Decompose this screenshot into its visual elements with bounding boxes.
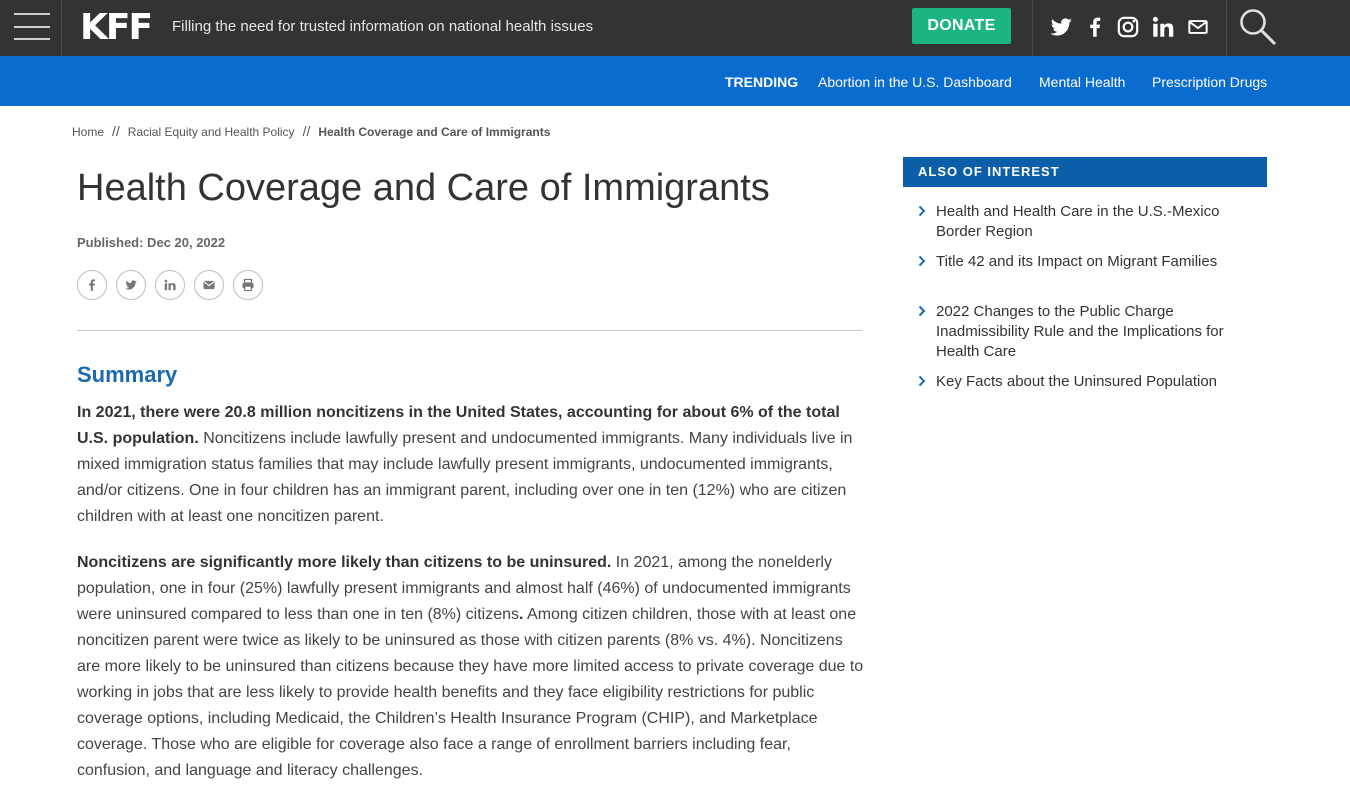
chevron-right-icon [918,305,926,317]
breadcrumb [72,123,550,140]
share-twitter-icon[interactable] [116,270,146,300]
breadcrumb-racial-equity[interactable]: Racial Equity and Health Policy [127,125,295,139]
share-linkedin-icon[interactable] [155,270,185,300]
search-icon[interactable] [1238,7,1278,47]
trending-label: TRENDING [725,74,799,90]
paragraph-2-period: . [519,606,524,623]
top-header [0,0,1350,56]
breadcrumb-current: Health Coverage and Care of Immigrants [318,125,551,139]
paragraph-2-lead: Noncitizens are significantly more likely than citizens to be uninsured. [77,554,612,571]
header-divider [1226,0,1227,56]
twitter-icon[interactable] [1048,14,1074,40]
chevron-right-icon [918,255,926,267]
paragraph-1-lead: In 2021, there were 20.8 million noncitizens in the United States, accounting for about 6% of the total U.S. population. [77,404,840,447]
related-link-label: Key Facts about the Uninsured Population [936,373,1218,390]
breadcrumb-separator: // [302,123,311,139]
donate-button[interactable]: DONATE [912,8,1011,44]
email-icon[interactable] [1185,14,1211,40]
also-of-interest-heading: ALSO OF INTEREST [903,157,1267,187]
trending-link-mental-health[interactable]: Mental Health [1039,74,1126,90]
trending-bar [0,56,1350,106]
paragraph-1-body: Noncitizens include lawfully present and undocumented immigrants. Many individuals live in mixed immigration status families that may include lawfully present immigrants, undocumented immigrants, and/or citizens. One in four children has an immigrant parent, including over one in ten (12%) who are citizen children with at least one noncitizen parent. [77,430,853,525]
breadcrumb-separator: // [112,123,120,139]
site-tagline: Filling the need for trusted information on national health issues [172,18,594,35]
print-icon[interactable] [233,270,263,300]
facebook-icon[interactable] [1082,14,1108,40]
related-link-public-charge[interactable] [918,302,1248,362]
instagram-icon[interactable] [1115,14,1141,40]
related-link-label: 2022 Changes to the Public Charge Inadmissibility Rule and the Implications for Health Care [936,303,1224,360]
summary-paragraph-2 [77,550,867,784]
paragraph-2-body-b: Among citizen children, those with at least one noncitizen parent were twice as likely to be uninsured as those with citizen parents (8% vs. 4%). Noncitizens are more likely to be uninsured than citizens because they have more limited access to private coverage due to working in jobs that are less likely to provide health benefits and they face eligibility restrictions for public coverage options, including Medicaid, the Children’s Health Insurance Program (CHIP), and Marketplace coverage. Those who are eligible for coverage also face a range of enrollment barriers including fear, confusion, and language and literacy challenges. [77,606,864,779]
article-divider [77,330,862,331]
related-link-title-42[interactable] [918,252,1248,272]
page-title: Health Coverage and Care of Immigrants [77,167,770,209]
summary-paragraph-1 [77,400,867,530]
published-date: Published: Dec 20, 2022 [77,235,226,250]
related-link-label: Title 42 and its Impact on Migrant Families [936,253,1218,270]
trending-link-prescription-drugs[interactable]: Prescription Drugs [1152,74,1268,90]
trending-link-abortion[interactable]: Abortion in the U.S. Dashboard [818,74,1012,90]
share-email-icon[interactable] [194,270,224,300]
kff-logo[interactable]: KFF [80,7,152,48]
linkedin-icon[interactable] [1150,14,1176,40]
menu-icon[interactable] [0,0,62,56]
related-link-uninsured[interactable] [918,372,1248,392]
related-link-border-region[interactable] [918,202,1248,242]
chevron-right-icon [918,375,926,387]
chevron-right-icon [918,205,926,217]
share-facebook-icon[interactable] [77,270,107,300]
breadcrumb-home[interactable]: Home [72,125,105,139]
paragraph-2-body-a: In 2021, among the nonelderly population, one in four (25%) lawfully present immigrants and almost half (46%) of undocumented immigrants were uninsured compared to less than one in ten (8%) citizens [77,554,851,623]
header-divider [1032,0,1033,56]
summary-heading: Summary [77,362,178,387]
related-link-label: Health and Health Care in the U.S.-Mexico Border Region [936,203,1220,240]
